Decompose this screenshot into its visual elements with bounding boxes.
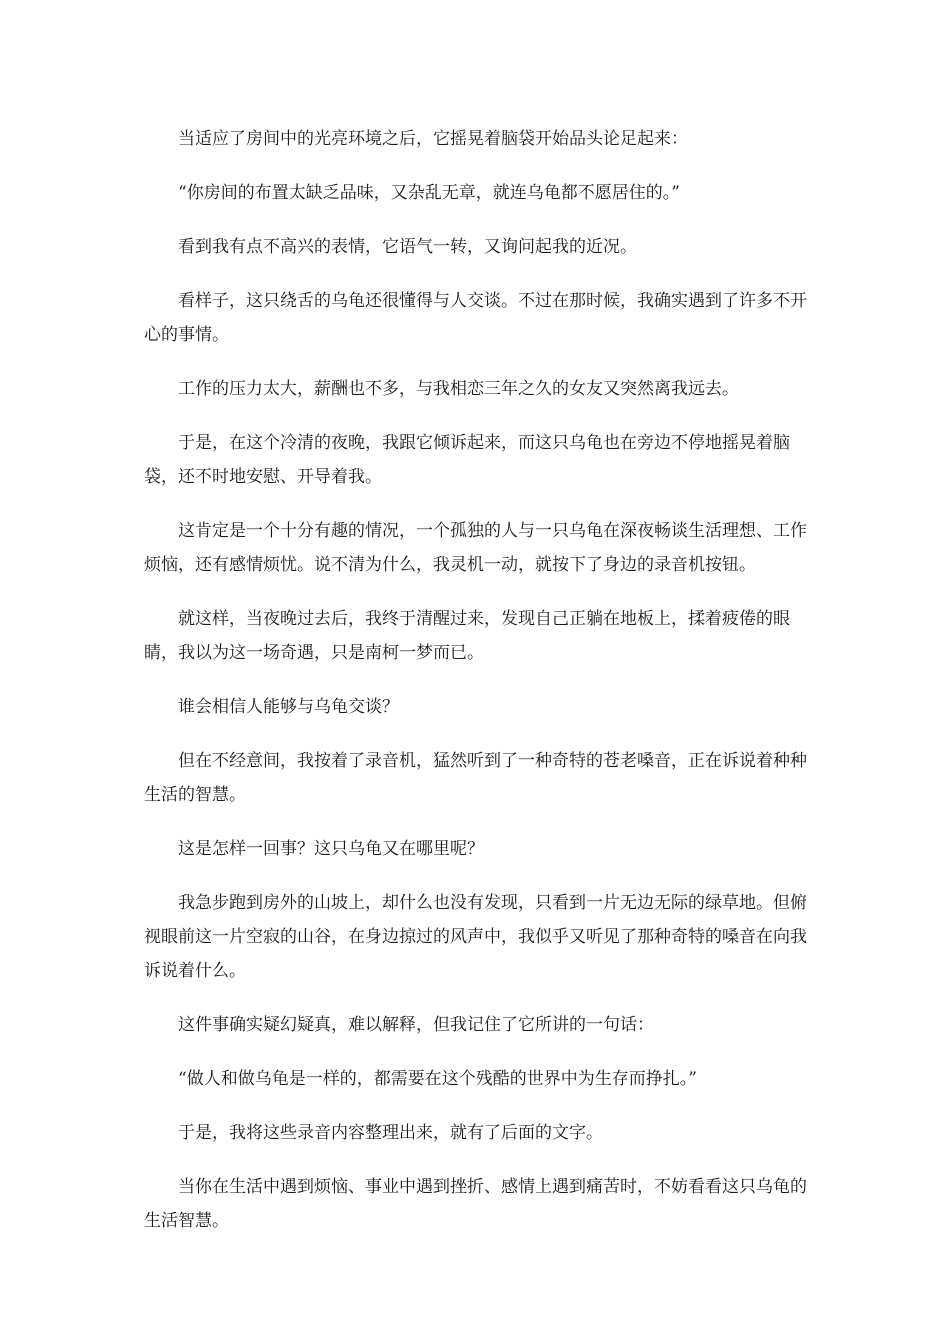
document-body xyxy=(144,122,808,1258)
paragraph-16: 当你在生活中遇到烦恼、事业中遇到挫折、感情上遇到痛苦时，不妨看看这只乌龟的生活智慧。 xyxy=(144,1177,807,1231)
paragraph-8: 就这样，当夜晚过去后，我终于清醒过来，发现自己正躺在地板上，揉着疲倦的眼睛，我以为这一场奇遇，只是南柯一梦而已。 xyxy=(144,609,790,663)
paragraph-5: 工作的压力太大，薪酬也不多，与我相恋三年之久的女友又突然离我远去。 xyxy=(178,379,739,399)
paragraph-3: 看到我有点不高兴的表情，它语气一转，又询问起我的近况。 xyxy=(178,237,637,257)
paragraph-14-quote: “做人和做乌龟是一样的，都需要在这个残酷的世界中为生存而挣扎。” xyxy=(178,1069,697,1089)
paragraph-9: 谁会相信人能够与乌龟交谈？ xyxy=(178,697,399,717)
paragraph-12: 我急步跑到房外的山坡上，却什么也没有发现，只看到一片无边无际的绿草地。但俯视眼前这一片空寂的山谷，在身边掠过的风声中，我似乎又听见了那种奇特的嗓音在向我诉说着什么。 xyxy=(144,893,807,981)
paragraph-15: 于是，我将这些录音内容整理出来，就有了后面的文字。 xyxy=(178,1123,603,1143)
paragraph-1: 当适应了房间中的光亮环境之后，它摇晃着脑袋开始品头论足起来： xyxy=(178,129,688,149)
paragraph-11: 这是怎样一回事？这只乌龟又在哪里呢？ xyxy=(178,839,484,859)
paragraph-7: 这肯定是一个十分有趣的情况，一个孤独的人与一只乌龟在深夜畅谈生活理想、工作烦恼，还有感情烦忧。说不清为什么，我灵机一动，就按下了身边的录音机按钮。 xyxy=(144,521,807,575)
paragraph-2-quote: “你房间的布置太缺乏品味，又杂乱无章，就连乌龟都不愿居住的。” xyxy=(178,183,680,203)
paragraph-6: 于是，在这个冷清的夜晚，我跟它倾诉起来，而这只乌龟也在旁边不停地摇晃着脑袋，还不时地安慰、开导着我。 xyxy=(144,433,790,487)
paragraph-13: 这件事确实疑幻疑真，难以解释，但我记住了它所讲的一句话： xyxy=(178,1015,654,1035)
paragraph-10: 但在不经意间，我按着了录音机，猛然听到了一种奇特的苍老嗓音，正在诉说着种种生活的智慧。 xyxy=(144,751,807,805)
paragraph-4: 看样子，这只绕舌的乌龟还很懂得与人交谈。不过在那时候，我确实遇到了许多不开心的事情。 xyxy=(144,291,807,345)
